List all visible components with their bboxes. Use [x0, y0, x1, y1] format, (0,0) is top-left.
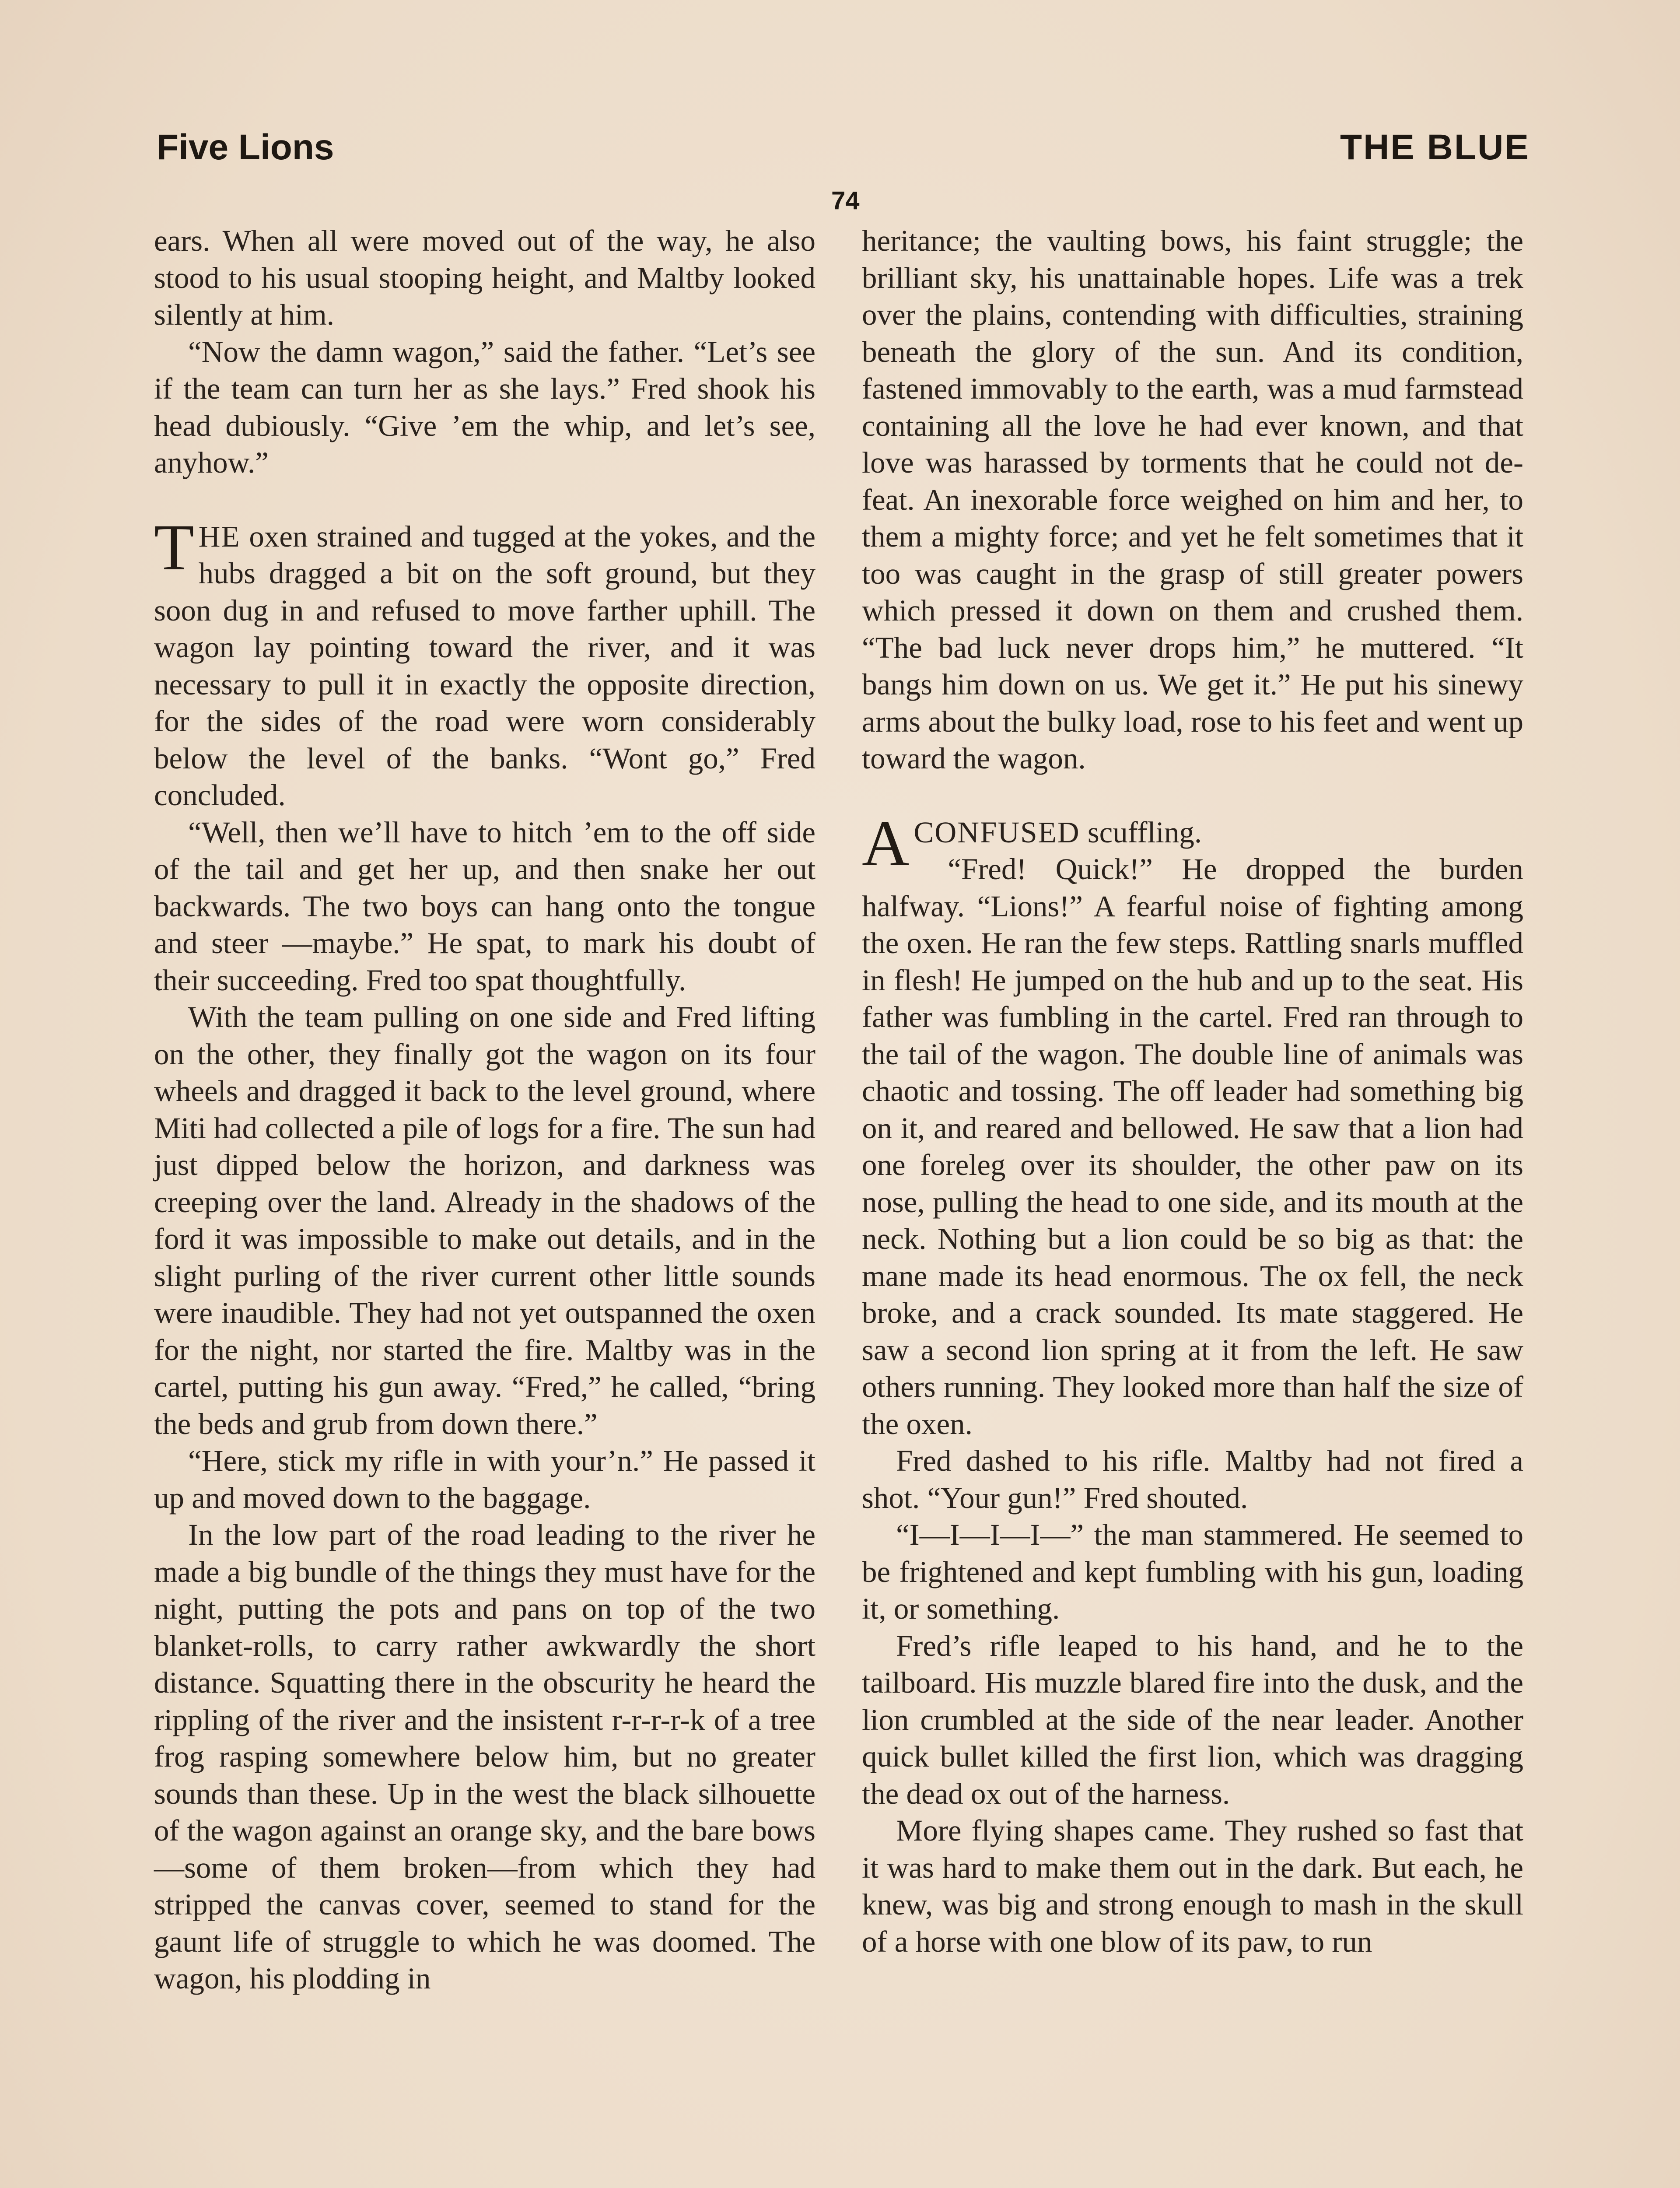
paragraph: ears. When all were moved out of the way, he also stood to his usual stooping height, and Maltby looked silently at him. [154, 224, 816, 331]
paragraph: “Fred! Quick!” He dropped the burden halfway. “Lions!” A fearful noise of fighting among the oxen. He ran the few steps. Rattling snarls muffled in flesh! He jumped on the hub and up to the seat. His father was fumbling in the cartel. Fred ran through to the tail of the wagon. The double line of animals was chaotic and tossing. The off leader had something big on it, and reared and bellowed. He saw that a lion had one foreleg over its shoulder, the other paw on its nose, pulling the head to one side, and its mouth at the neck. Nothing but a lion could be so big as that: the mane made its head enormous. The ox fell, the neck broke, and a crack sounded. Its mate staggered. He saw a second lion spring at it from the left. He saw others running. They looked more than half the size of the oxen. [862, 852, 1523, 1441]
small-caps-lead: HE [198, 519, 241, 553]
story-title: Five Lions [157, 127, 334, 167]
right-column [862, 222, 1523, 1960]
drop-cap: T [154, 511, 194, 584]
paragraph: heritance; the vaulting bows, his faint struggle; the brilliant sky, his unattainable hopes. Life was a trek over the plains, contending with difficulties, straining beneath the glory of the sun. And its condition, fastened immovably to the earth, was a mud farmstead containing all the love he had ever known, and that love was harassed by torments that he could not defeat. An inexorable force weighed on him and her, to them a mighty force; and yet he felt sometimes that it too was caught in the grasp of still greater powers which pressed it down on them and crushed them. “The bad luck never drops him,” he muttered. “It bangs him down on us. We get it.” He put his sinewy arms about the bulky load, rose to his feet and went up toward the wagon. [862, 224, 1523, 775]
paragraph-text: scuffling. [1080, 815, 1202, 849]
small-caps-lead: CONFUSED [914, 815, 1080, 849]
running-head [157, 127, 1530, 179]
page-number: 74 [831, 186, 860, 215]
paragraph: In the low part of the road leading to the river he made a big bundle of the things they must have for the night, putting the pots and pans on top of the two blanket-rolls, to carry rather awkwardly the short distance. Squatting there in the obscurity he heard the rippling of the river and the insistent r-r-r-r-k of a tree frog rasping somewhere below him, but no greater sounds than these. Up in the west the black silhouette of the wagon against an orange sky, and the bare bows—some of them broken—from which they had stripped the canvas cover, seemed to stand for the gaunt life of struggle to which he was doomed. The wagon, his plodding in [154, 1518, 816, 1995]
left-column [154, 222, 816, 1997]
paragraph: More flying shapes came. They rushed so fast that it was hard to make them out in the dark. But each, he knew, was big and strong enough to mash in the skull of a horse with one blow of its paw, to run [862, 1814, 1523, 1958]
paragraph: Fred’s rifle leaped to his hand, and he to the tailboard. His muzzle blared fire into the dusk, and the lion crumbled at the side of the near leader. Another quick bullet killed the first lion, which was dragging the dead ox out of the harness. [862, 1629, 1523, 1810]
magazine-title: THE BLUE [1340, 127, 1530, 167]
section-opening-paragraph [862, 806, 1523, 880]
paragraph: Fred dashed to his rifle. Maltby had not fired a shot. “Your gun!” Fred shouted. [862, 1444, 1523, 1515]
paragraph: “Now the damn wagon,” said the father. “Let’s see if the team can turn her as she lays.” Fred shook his head dubiously. “Give ’em the whip, and let’s see, anyhow.” [154, 335, 816, 479]
section-opening-paragraph [154, 511, 816, 814]
paragraph-text: oxen strained and tugged at the yokes, and the hubs dragged a bit on the soft ground, but they soon dug in and refused to move farther uphill. The wagon lay pointing toward the river, and it was necessary to pull it in exactly the opposite direction, for the sides of the road were worn considerably below the level of the banks. “Wont go,” Fred concluded. [154, 519, 816, 812]
paragraph: “Well, then we’ll have to hitch ’em to the off side of the tail and get her up, and then snake her out backwards. The two boys can hang onto the tongue and steer —maybe.” He spat, to mark his doubt of their succeeding. Fred too spat thoughtfully. [154, 815, 816, 997]
paragraph: “I—I—I—I—” the man stammered. He seemed to be frightened and kept fumbling with his gun, loading it, or something. [862, 1518, 1523, 1625]
drop-cap: A [862, 806, 910, 880]
paragraph: “Here, stick my rifle in with your’n.” He passed it up and moved down to the baggage. [154, 1444, 816, 1515]
paragraph: With the team pulling on one side and Fred lifting on the other, they finally got the wagon on its four wheels and dragged it back to the level ground, where Miti had collected a pile of logs for a fire. The sun had just dipped below the horizon, and darkness was creeping over the land. Already in the shadows of the ford it was impossible to make out details, and in the slight purling of the river current other little sounds were inaudible. They had not yet outspanned the oxen for the night, nor started the fire. Maltby was in the cartel, putting his gun away. “Fred,” he called, “bring the beds and grub from down there.” [154, 1000, 816, 1441]
